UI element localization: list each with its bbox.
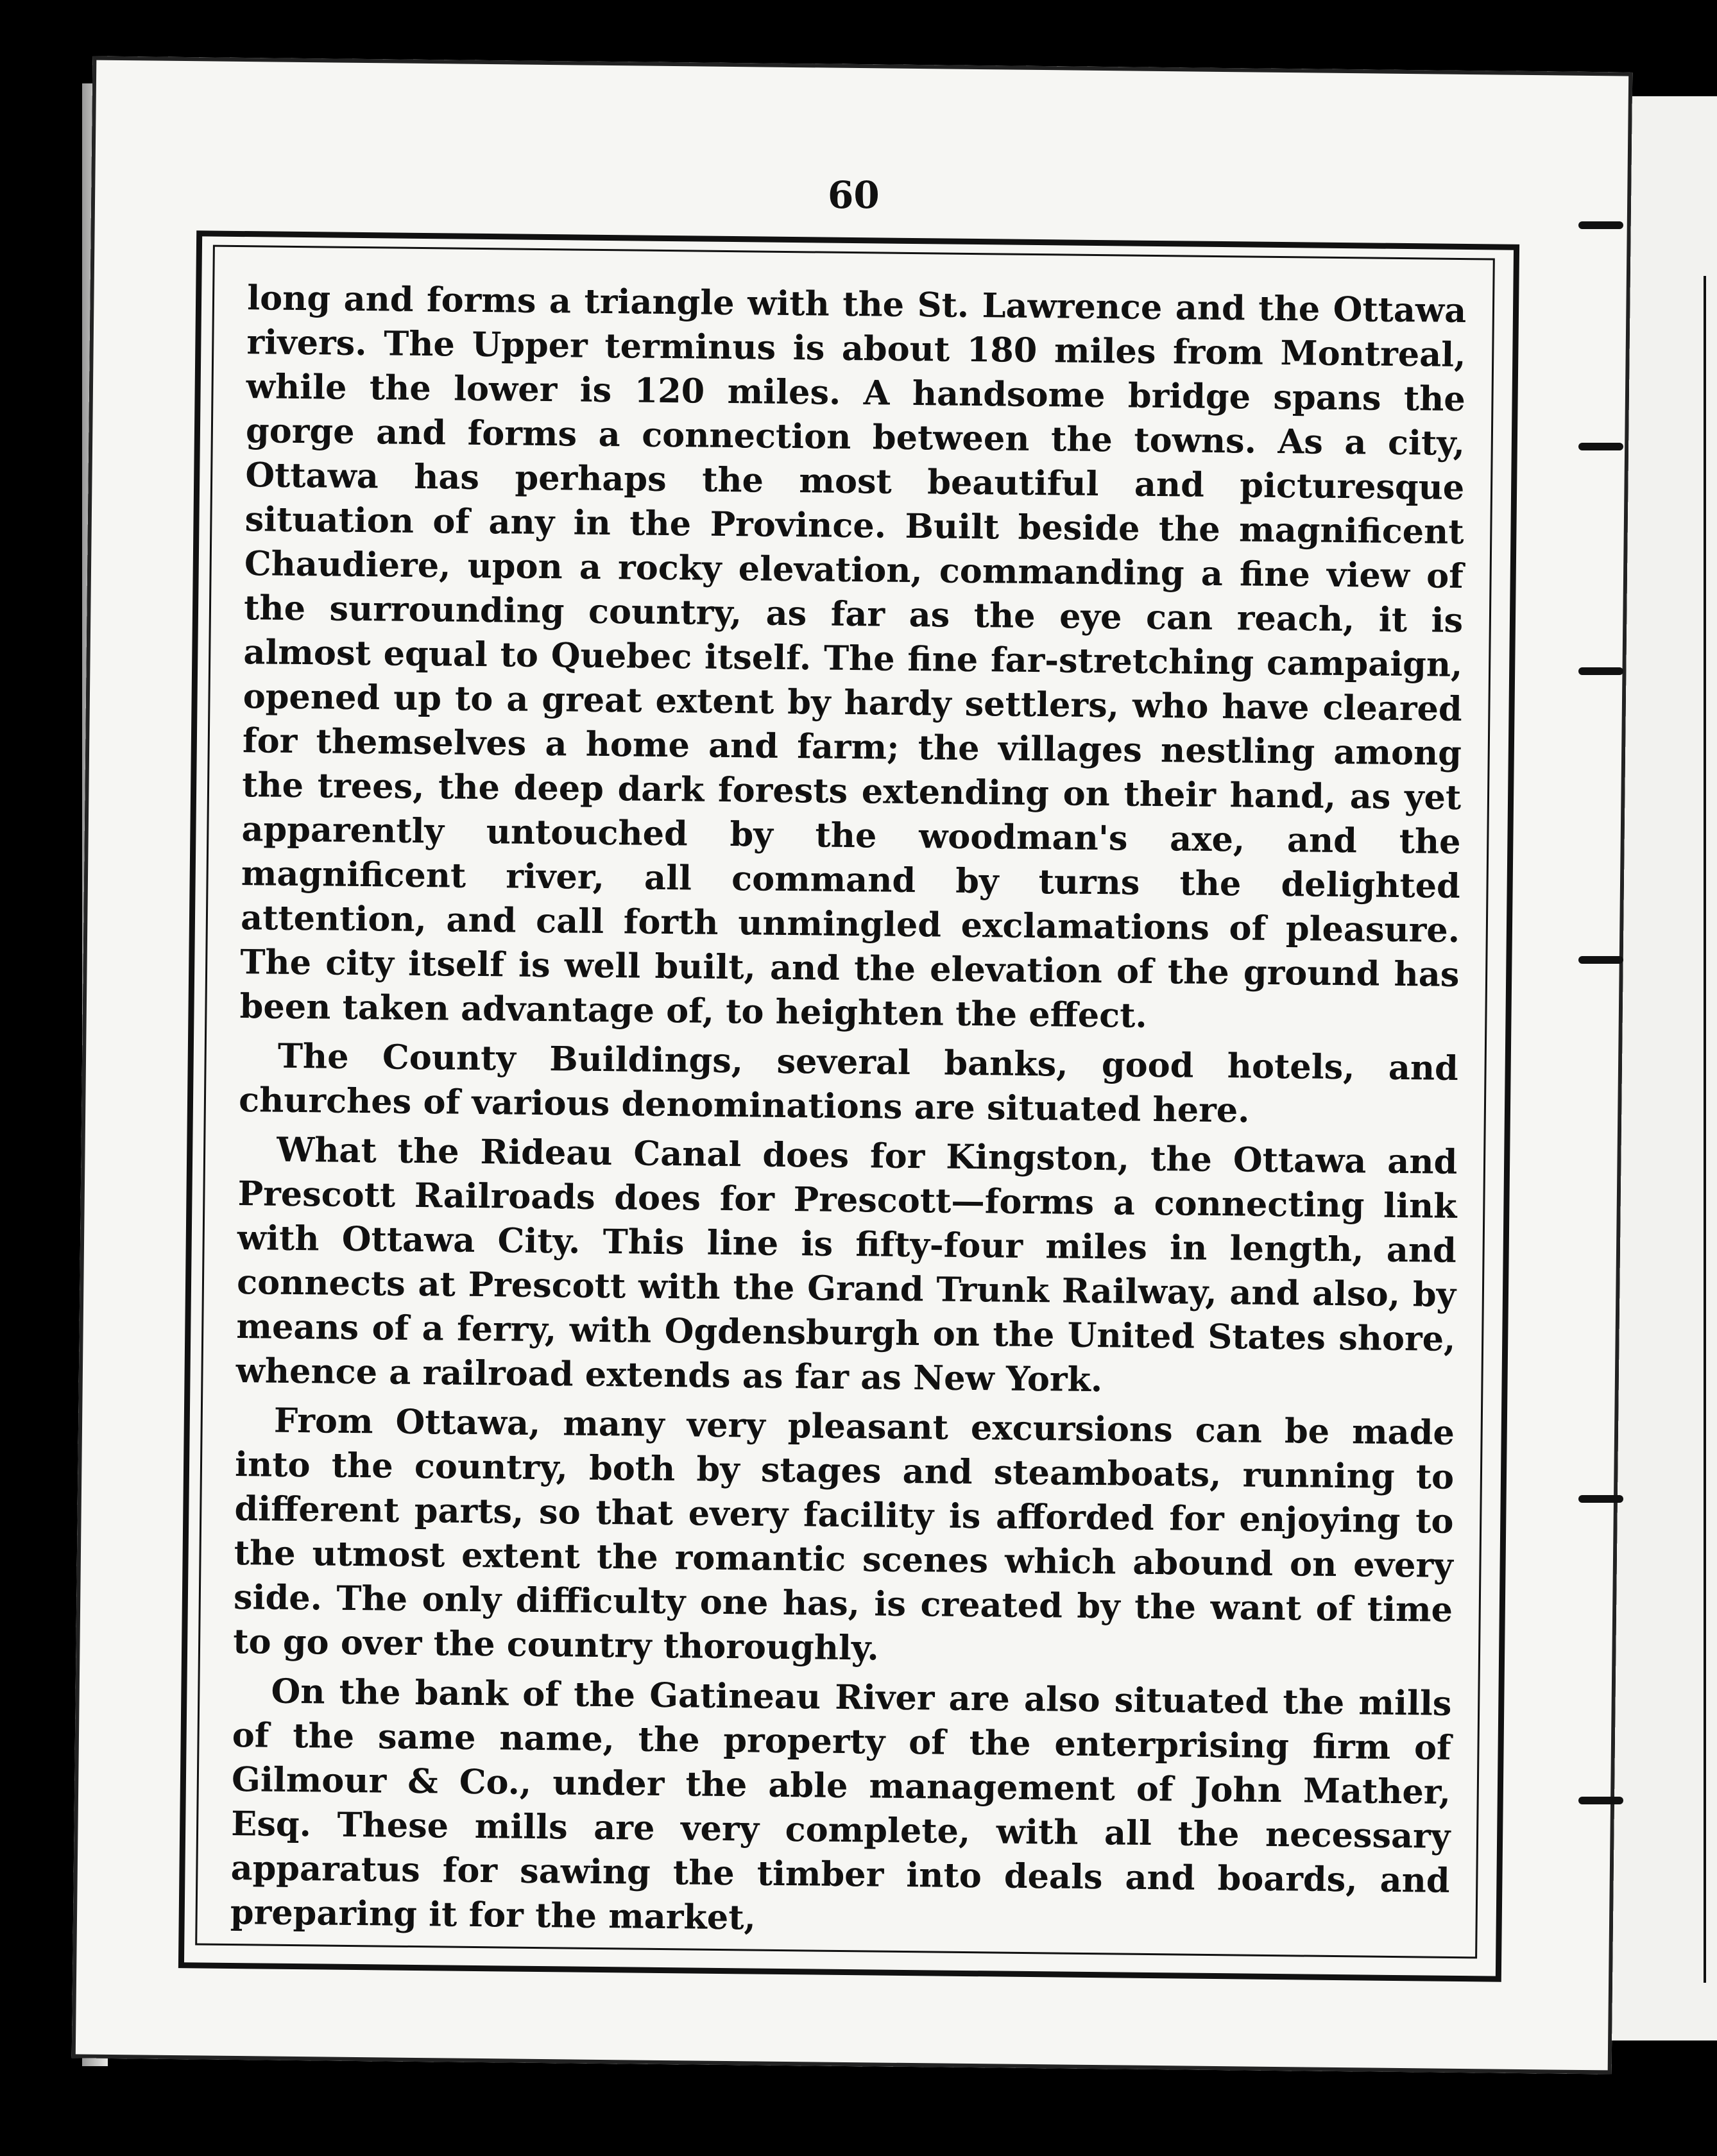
binding-stitch: [1578, 1495, 1623, 1503]
page-number: 60: [828, 173, 880, 217]
paragraph: long and forms a triangle with the St. Lawrence and the Ottawa rivers. The Upper terminus is about 180 miles from Montreal, while the lower is 120 miles. A handsome bridge spans the gorge and forms a connection between the towns. As a city, Ottawa has perhaps the most beautiful and picturesque situation of any in the Province. Built beside the magnificent Chaudiere, upon a rocky elevation, commanding a fine view of the surrounding country, as far as the eye can reach, it is almost equal to Quebec itself. The fine far-stretching campaign, opened up to a great extent by hardy settlers, who have cleared for themselves a home and farm; the villages nestling among the trees, the deep dark forests extending on their hand, as yet apparently untouched by the woodman's axe, and the magnificent river, all command by turns the delighted attention, and call forth unmingled exclamations of pleasure. The city itself is well built, and the elevation of the ground has been taken advantage of, to heighten the effect.: [239, 278, 1467, 1036]
binding-stitch: [1578, 1797, 1623, 1804]
paragraph: From Ottawa, many very pleasant excursions can be made into the country, both by stages and steamboats, running to different parts, so that every facility is afforded for enjoying to the utmost extent the romantic scenes which abound on every side. The only difficulty one has, is created by the want of time to go over the country thoroughly.: [233, 1401, 1455, 1668]
paragraph: The County Buildings, several banks, good hotels, and churches of various denominations are situated here.: [238, 1036, 1459, 1131]
binding-stitch: [1578, 667, 1623, 675]
binding-stitch: [1578, 956, 1623, 964]
facing-page-border: [1704, 276, 1715, 1983]
binding-stitch: [1578, 443, 1623, 450]
page-text: [230, 276, 1466, 1953]
binding-stitch: [1578, 221, 1623, 229]
paragraph: What the Rideau Canal does for Kingston, the Ottawa and Prescott Railroads does for Prescott—forms a connecting link with Ottawa City. This line is fifty-four miles in length, and connects at Prescott with the Grand Trunk Railway, and also, by means of a ferry, with Ogdensburgh on the United States shore, whence a railroad extends as far as New York.: [235, 1130, 1458, 1400]
paragraph: On the bank of the Gatineau River are also situated the mills of the same name, the property of the enterprising firm of Gilmour & Co., under the able management of John Mather, Esq. These mills are very complete, with all the necessary apparatus for sawing the timber into deals and boards, and preparing it for the market,: [230, 1672, 1452, 1938]
